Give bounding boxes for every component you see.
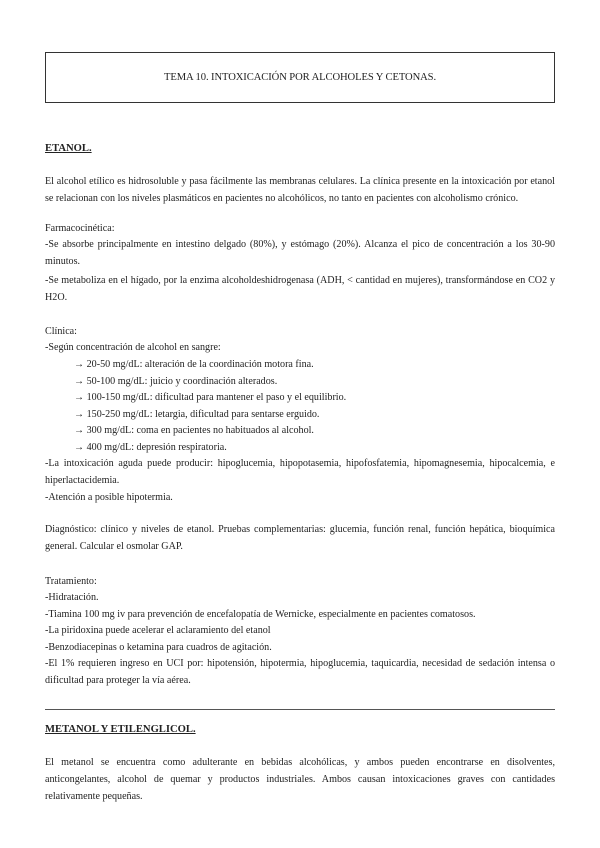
page-title: TEMA 10. INTOXICACIÓN POR ALCOHOLES Y CETONAS.	[163, 72, 437, 83]
metanol-intro: El metanol se encuentra como adulterante en bebidas alcohólicas, y ambos pueden encontrarse en disolventes, anticongelantes, alcohol de quemar y productos industriales. Ambos causan intoxicaciones graves con cantidades relativamente pequeñas.	[45, 757, 555, 802]
tratamiento-uci: -El 1% requieren ingreso en UCI por: hipotensión, hipotermia, hipoglucemia, taquicardia, necesidad de sedación intensa o dificultad para proteger la vía aérea.	[45, 658, 555, 686]
clinica-intro: -Según concentración de alcohol en sangre:	[45, 342, 221, 353]
clinica-hipotermia: -Atención a posible hipotermia.	[45, 492, 173, 503]
level-item: → 20-50 mg/dL: alteración de la coordinación motora fina.	[74, 359, 314, 370]
tratamiento-item: -Benzodiacepinas o ketamina para cuadros de agitación.	[45, 642, 272, 653]
section-divider	[45, 709, 555, 710]
level-item: → 100-150 mg/dL: dificultad para mantener el paso y el equilibrio.	[74, 392, 347, 403]
farmaco-absorcion: -Se absorbe principalmente en intestino delgado (80%), y estómago (20%). Alcanza el pico de concentración a los 30-90 minutos.	[45, 239, 555, 267]
farmaco-label: Farmacocinética:	[45, 223, 115, 234]
level-item: → 400 mg/dL: depresión respiratoria.	[74, 442, 227, 453]
clinica-label: Clínica:	[45, 326, 77, 337]
etanol-heading: ETANOL.	[45, 143, 92, 154]
level-item: → 300 mg/dL: coma en pacientes no habituados al alcohol.	[74, 425, 314, 436]
tratamiento-item: -Hidratación.	[45, 592, 99, 603]
tratamiento-item: -Tiamina 100 mg iv para prevención de encefalopatía de Wernicke, especialmente en pacientes comatosos.	[45, 609, 476, 620]
level-item: → 50-100 mg/dL: juicio y coordinación alterados.	[74, 376, 278, 387]
clinica-aguda: -La intoxicación aguda puede producir: hipoglucemia, hipopotasemia, hipofosfatemia, hipomagnesemia, hipocalcemia, e hiperlactacidemia.	[45, 458, 555, 486]
metanol-heading: METANOL Y ETILENGLICOL.	[45, 724, 196, 735]
tratamiento-item: -La piridoxina puede acelerar el aclaramiento del etanol	[45, 625, 271, 636]
title-box	[45, 52, 555, 103]
level-item: → 150-250 mg/dL: letargia, dificultad para sentarse erguido.	[74, 409, 320, 420]
etanol-intro: El alcohol etílico es hidrosoluble y pasa fácilmente las membranas celulares. La clínica presente en la intoxicación por etanol se relacionan con los niveles plasmáticos en pacientes no alcohólicos, no tanto en pacientes con alcoholismo crónico.	[45, 176, 555, 204]
tratamiento-label: Tratamiento:	[45, 576, 97, 587]
diagnostico: Diagnóstico: clínico y niveles de etanol. Pruebas complementarias: glucemia, función renal, función hepática, bioquímica general. Calcular el osmolar GAP.	[45, 524, 555, 552]
farmaco-metabolismo: -Se metaboliza en el hígado, por la enzima alcoholdeshidrogenasa (ADH, < cantidad en mujeres), transformándose en CO2 y H2O.	[45, 275, 555, 303]
